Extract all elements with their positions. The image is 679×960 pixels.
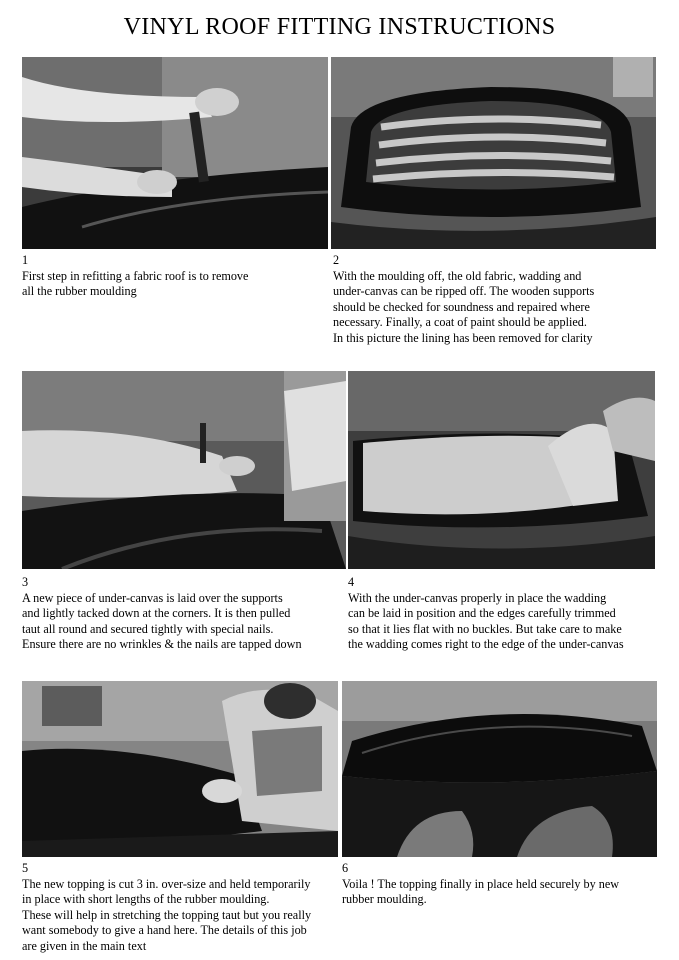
caption-line: taut all round and secured tightly with special nails. — [22, 621, 274, 636]
caption-line: First step in refitting a fabric roof is to remove — [22, 268, 249, 283]
caption-line: want somebody to give a hand here. The details of this job — [22, 923, 307, 938]
caption-line: can be laid in position and the edges carefully trimmed — [348, 606, 616, 621]
photo-3-laying-under-canvas — [22, 371, 346, 569]
step-2-caption — [333, 253, 663, 347]
caption-line: are given in the main text — [22, 938, 147, 953]
step-1-caption — [22, 253, 328, 300]
caption-line: With the moulding off, the old fabric, wadding and — [333, 268, 582, 283]
step-number: 6 — [342, 861, 349, 875]
step-6-caption — [342, 861, 662, 908]
caption-line: These will help in stretching the topping taut but you really — [22, 907, 312, 922]
step-number: 4 — [348, 575, 355, 589]
photo-2-stripped-roof-frame — [331, 57, 656, 249]
caption-line: With the under-canvas properly in place the wadding — [348, 590, 607, 605]
photo-1-removing-moulding — [22, 57, 328, 249]
caption-line: In this picture the lining has been removed for clarity — [333, 330, 593, 345]
caption-line: Ensure there are no wrinkles & the nails are tapped down — [22, 637, 302, 652]
step-4-caption — [348, 575, 666, 653]
caption-line: The new topping is cut 3 in. over-size and held temporarily — [22, 876, 311, 891]
photo-4-laying-wadding — [348, 371, 655, 569]
photo-6-finished-roof — [342, 681, 657, 857]
caption-line: so that it lies flat with no buckles. But take care to make — [348, 621, 622, 636]
caption-line: rubber moulding. — [342, 892, 427, 907]
caption-line: Voila ! The topping finally in place held securely by new — [342, 876, 620, 891]
caption-line: under-canvas can be ripped off. The wooden supports — [333, 284, 595, 299]
step-3-caption — [22, 575, 348, 653]
caption-line: necessary. Finally, a coat of paint should be applied. — [333, 315, 587, 330]
step-number: 1 — [22, 253, 29, 267]
step-number: 2 — [333, 253, 340, 267]
caption-line: should be checked for soundness and repaired where — [333, 299, 590, 314]
caption-line: and lightly tacked down at the corners. It is then pulled — [22, 606, 291, 621]
caption-line: A new piece of under-canvas is laid over the supports — [22, 590, 283, 605]
step-number: 5 — [22, 861, 29, 875]
step-5-caption — [22, 861, 342, 955]
photo-5-fitting-topping — [22, 681, 338, 857]
caption-line: the wadding comes right to the edge of the under-canvas — [348, 637, 624, 652]
caption-line: in place with short lengths of the rubber moulding. — [22, 892, 270, 907]
step-number: 3 — [22, 575, 29, 589]
page-title: VINYL ROOF FITTING INSTRUCTIONS — [123, 14, 556, 40]
caption-line: all the rubber moulding — [22, 284, 137, 299]
